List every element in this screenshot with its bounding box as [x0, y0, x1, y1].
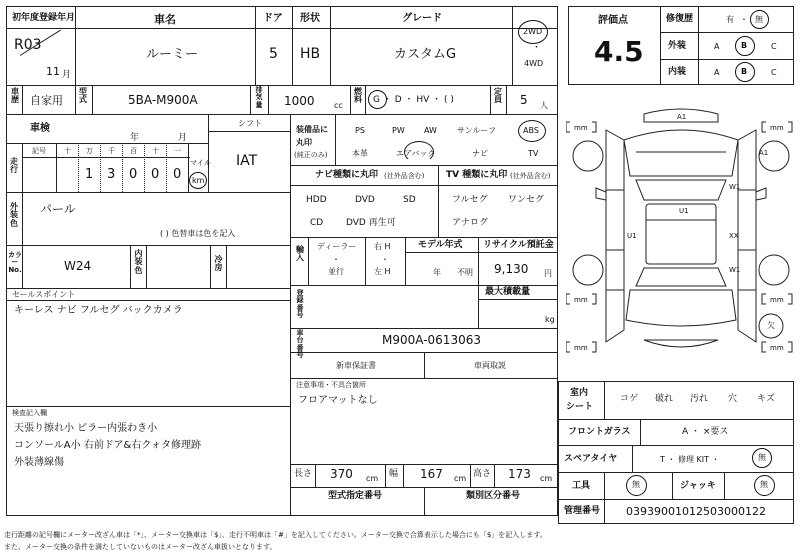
row-divider [558, 445, 794, 446]
windshield-label: フロントガラス [568, 427, 631, 437]
equip-sunroof: サンルーフ [457, 126, 496, 135]
seat-opt: キズ [757, 394, 775, 404]
seat-opt: 破れ [655, 394, 674, 404]
col-divider [470, 464, 471, 487]
cm-unit: cm [366, 474, 379, 483]
digit-label: 記号 [32, 147, 46, 155]
col-divider [604, 472, 605, 499]
ac-label: 冷 房 [214, 255, 223, 273]
repair-yes: 有 [726, 15, 734, 24]
row-divider [6, 192, 290, 193]
color-label: 外 装 色 [10, 202, 18, 228]
col-divider [330, 6, 331, 85]
row-divider [290, 378, 558, 379]
col-divider [308, 237, 309, 285]
row-divider [290, 237, 558, 238]
exterior-color: パール [40, 202, 76, 216]
damage-mark: A1 [677, 113, 687, 121]
exterior-a: A [714, 42, 720, 51]
repaint-note: ( ) 色替車は色を記入 [160, 229, 236, 238]
digit-label: 万 [86, 147, 93, 155]
spare-none: 無 [758, 453, 766, 462]
car-name: ルーミー [146, 47, 199, 62]
equip-leather: 本革 [352, 149, 368, 158]
model-year-unknown: 不明 [457, 268, 473, 277]
row-divider [6, 85, 558, 86]
equip-tv: TV [528, 149, 539, 158]
mileage-digit: 0 [173, 167, 182, 182]
col-divider [640, 419, 641, 445]
row-divider [290, 165, 558, 166]
col-divider [632, 445, 633, 472]
mileage-digit: 3 [107, 167, 116, 182]
col-divider [494, 464, 495, 487]
digit-label: 十 [152, 147, 159, 155]
yen-unit: 円 [544, 269, 552, 278]
inspector-label: 検査記入欄 [12, 409, 47, 417]
col-divider [75, 85, 76, 114]
spare-label: スペアタイヤ [564, 454, 618, 464]
score-label: 評価点 [598, 15, 628, 26]
col-divider [315, 464, 316, 487]
chassis-label: 車台 番号 [296, 329, 304, 360]
exterior-b: B [741, 41, 748, 50]
width-label: 幅 [389, 469, 399, 479]
equip-pw: PW [392, 126, 405, 135]
score-value: 4.5 [594, 35, 644, 68]
drive-4wd: 4WD [524, 59, 544, 68]
door-label: ドア [263, 13, 283, 24]
interior-c: C [771, 68, 777, 77]
col-divider [698, 6, 699, 85]
footer-note: 走行距離の記号欄にメーター改ざん車は「*」、メーター交換車は「$」、走行不明車は「#」を記入してください。メーター交換で合算表示した場合にも「$」を記入します。 [4, 531, 547, 539]
row-divider [6, 245, 290, 246]
col-divider [75, 6, 76, 85]
col-divider [290, 114, 291, 330]
equip-abs: ABS [523, 126, 539, 135]
seat-opt: 穴 [728, 394, 738, 404]
seat-opt: 汚れ [690, 394, 709, 404]
height-label: 高さ [473, 469, 492, 479]
mgmt-label: 管理番号 [564, 506, 601, 516]
col-divider [146, 245, 147, 288]
interior-b: B [741, 67, 748, 76]
corner-mm: mm [574, 296, 588, 304]
length: 370 [330, 467, 353, 481]
digit-label: 千 [108, 147, 115, 155]
corner-mm: mm [770, 344, 784, 352]
chassis-number: M900A-0613063 [382, 333, 481, 347]
col-divider [290, 464, 291, 516]
equip-ps: PS [355, 126, 365, 135]
tv-analog: アナログ [452, 218, 489, 228]
col-divider [100, 143, 101, 192]
capacity-label: 定 員 [494, 87, 502, 105]
col-divider [403, 464, 404, 487]
inspection-month-unit: 月 [178, 133, 188, 143]
first-reg-label: 初年度登録年月 [12, 13, 76, 23]
repair-no: 無 [755, 15, 763, 24]
col-divider [56, 143, 57, 192]
row-divider [6, 300, 290, 301]
import-parallel: 並行 [328, 267, 344, 276]
corner-mm: mm [770, 296, 784, 304]
model-label: 型 式 [79, 87, 87, 105]
cc-unit: cc [334, 101, 343, 110]
first-reg-era: R03 [14, 37, 42, 53]
km-unit: km [192, 176, 205, 185]
type-number-label: 型式指定番号 [328, 491, 383, 501]
category-number-label: 類別区分番号 [466, 491, 521, 501]
col-divider [604, 499, 605, 524]
col-divider [350, 85, 351, 114]
capacity: 5 [520, 93, 528, 107]
seat-label: シート [566, 402, 594, 412]
import-dealer: ディーラー [317, 242, 357, 251]
equipment-label: (純正のみ) [294, 151, 328, 159]
digit-label: 十 [64, 147, 71, 155]
grade: カスタムG [394, 47, 457, 62]
recycle-value: 9,130 [494, 262, 529, 276]
navi-sd: SD [403, 195, 416, 205]
navi-cd: CD [310, 218, 324, 228]
damage-mark: U1 [627, 232, 637, 240]
tv-oneseg: ワンセグ [508, 195, 545, 205]
digit-label: 一 [174, 147, 181, 155]
tv-label-small: (社外品含む) [510, 172, 551, 180]
row-divider [290, 464, 558, 465]
first-reg-month-unit: 月 [62, 70, 72, 80]
row-divider [6, 288, 290, 289]
drive-dot: ・ [532, 43, 542, 53]
displacement-label: 排 気 量 [255, 86, 263, 109]
fuel-options: G ・ D ・ HV ・ ( ) [373, 95, 454, 105]
inspection-label: 車検 [30, 123, 50, 134]
footer-note: また、メーター交換の条件を満たしていないものはメーター改ざん車扱いとなります。 [4, 543, 277, 551]
row-divider [290, 328, 558, 329]
row-divider [22, 157, 190, 158]
row-divider [558, 499, 794, 500]
windshield-opts: A ・ ×要ス [682, 427, 729, 437]
col-divider [405, 237, 406, 285]
interior-a: A [714, 68, 720, 77]
navi-label-small: (社外品含む) [384, 172, 425, 180]
col-divider [22, 85, 23, 114]
import-dot: ・ [332, 255, 340, 264]
col-divider [130, 245, 131, 288]
tools-none: 無 [632, 480, 640, 489]
corner-mm: mm [574, 124, 588, 132]
col-divider [22, 192, 23, 288]
col-divider [335, 114, 336, 165]
mgmt-number: 03939001012503000122 [626, 505, 766, 518]
col-divider [672, 472, 673, 499]
col-divider [506, 85, 507, 114]
col-divider [268, 85, 269, 114]
fuel-label: 燃 料 [354, 87, 362, 105]
damage-mark: XX [729, 232, 739, 240]
damage-mark: A1 [759, 149, 769, 157]
mileage-digit: 0 [129, 167, 138, 182]
interior-label: 内装 [668, 67, 687, 77]
notes-label: 注意事項・不具合箇所 [296, 381, 366, 389]
col-divider [92, 85, 93, 114]
reg-no-label: 登 録 番 号 [296, 289, 304, 320]
spare-opts: T ・ 修理 KIT ・ [660, 455, 720, 464]
col-divider [604, 381, 605, 419]
inspection-year-unit: 年 [130, 133, 140, 143]
model: 5BA-M900A [128, 93, 198, 107]
corner-mm: mm [574, 344, 588, 352]
row-divider [208, 131, 290, 132]
usage-label: 車 歴 [11, 87, 19, 105]
navi-hdd: HDD [306, 195, 327, 205]
col-divider [724, 472, 725, 499]
navi-dvd-play: DVD 再生可 [346, 218, 396, 228]
col-divider [438, 165, 439, 237]
shape: HB [300, 46, 321, 62]
tools-label: 工具 [572, 481, 591, 491]
width: 167 [420, 467, 443, 481]
first-reg-month: 11 [46, 65, 60, 78]
row-divider [660, 59, 794, 60]
row-divider [6, 406, 290, 407]
col-divider [512, 6, 513, 85]
navi-dvd: DVD [355, 195, 375, 205]
row-divider [660, 32, 794, 33]
seat-opt: コゲ [620, 394, 639, 404]
usage: 自家用 [30, 94, 63, 107]
col-divider [290, 328, 291, 378]
col-divider [226, 245, 227, 288]
equipment-label: 装備品に [296, 125, 328, 134]
grade-label: グレード [402, 13, 442, 24]
import-left-h: 左 H [374, 267, 391, 276]
col-divider [478, 237, 479, 285]
inspector-line: コンソールA小 右前ドア&右クォタ修理跡 [14, 440, 202, 451]
repair-sep: ・ [740, 15, 748, 24]
length-label: 長さ [294, 469, 313, 479]
car-damage-diagram [566, 100, 796, 375]
import-dot: ・ [381, 255, 389, 264]
row-divider [478, 299, 558, 300]
import-right-h: 右 H [374, 242, 391, 251]
recycle-label: リサイクル預託金 [483, 240, 554, 250]
row-divider [6, 143, 208, 144]
col-divider [478, 285, 479, 328]
row-divider [405, 252, 558, 253]
shape-label: 形状 [300, 13, 320, 24]
col-divider [188, 143, 189, 192]
col-divider [385, 464, 386, 487]
row-divider [6, 114, 558, 115]
col-divider [208, 114, 209, 192]
mileage-digit: 1 [85, 167, 94, 182]
max-load-label: 最大積載量 [485, 287, 531, 297]
shift-label: シフト [238, 119, 262, 128]
equip-navi: ナビ [472, 149, 488, 158]
col-divider [250, 85, 251, 114]
shift: IAT [236, 153, 258, 169]
col-divider [22, 143, 23, 192]
row-divider [558, 419, 794, 420]
tv-fullseg: フルセグ [452, 195, 488, 205]
col-divider [144, 143, 145, 192]
row-divider [290, 185, 558, 186]
new-car-warranty: 新車保証書 [336, 361, 376, 370]
col-divider [122, 143, 123, 192]
inspector-line: 外装薄線傷 [14, 457, 64, 468]
vehicle-manual: 車両取説 [474, 361, 506, 370]
color-no-label: カラー No. [8, 251, 22, 274]
corner-mm: mm [770, 124, 784, 132]
damage-mark: U1 [679, 207, 689, 215]
col-divider [166, 143, 167, 192]
repair-label: 修復歴 [666, 14, 694, 24]
col-divider [78, 143, 79, 192]
mileage-label: 走 行 [10, 157, 18, 175]
row-divider [290, 285, 558, 286]
damage-mark: W1 [729, 266, 741, 274]
model-year-unit: 年 [433, 268, 441, 277]
interior-color-label: 内 装 色 [134, 249, 143, 275]
cm-unit: cm [540, 474, 553, 483]
navi-label: ナビ種類に丸印 [315, 170, 379, 180]
jack-label: ジャッキ [680, 481, 716, 491]
color-no: W24 [64, 259, 92, 273]
col-divider [292, 6, 293, 85]
kg-unit: kg [545, 315, 555, 324]
col-divider [490, 85, 491, 114]
sales-point-label: セールスポイント [12, 290, 76, 299]
model-year-label: モデル年式 [418, 240, 463, 250]
sales-point-text: キーレス ナビ フルセグ バックカメラ [14, 305, 183, 316]
col-divider [365, 237, 366, 285]
inspector-line: 天張り擦れ小 ピラー内張わき小 [14, 423, 158, 434]
drive-2wd: 2WD [523, 27, 543, 36]
equip-airbag: エアバック [396, 149, 436, 158]
row-divider [558, 472, 794, 473]
col-divider [660, 6, 661, 85]
row-divider [6, 28, 558, 29]
doors: 5 [269, 46, 278, 62]
col-divider [424, 352, 425, 378]
seat-label: 室内 [570, 388, 589, 398]
damage-mark: 欠 [767, 321, 775, 330]
col-divider [255, 6, 256, 85]
exterior-c: C [771, 42, 777, 51]
col-divider [290, 378, 291, 464]
import-label: 輸 入 [296, 245, 304, 263]
col-divider [365, 85, 366, 114]
equip-aw: AW [424, 126, 437, 135]
height: 173 [508, 467, 531, 481]
displacement: 1000 [284, 94, 315, 108]
col-divider [210, 245, 211, 288]
person-unit: 人 [540, 101, 548, 110]
car-name-label: 車名 [154, 13, 176, 26]
notes-text: フロアマットなし [298, 395, 378, 406]
digit-label: 百 [130, 147, 137, 155]
damage-mark: W1 [729, 183, 741, 191]
equipment-label: 丸印 [296, 138, 312, 147]
tv-label: TV 種類に丸印 [446, 170, 508, 180]
jack-none: 無 [760, 480, 768, 489]
cm-unit: cm [454, 474, 467, 483]
mileage-digit: 0 [151, 167, 160, 182]
exterior-label: 外装 [668, 41, 687, 51]
mile-unit: マイル [190, 159, 211, 167]
col-divider [424, 487, 425, 516]
